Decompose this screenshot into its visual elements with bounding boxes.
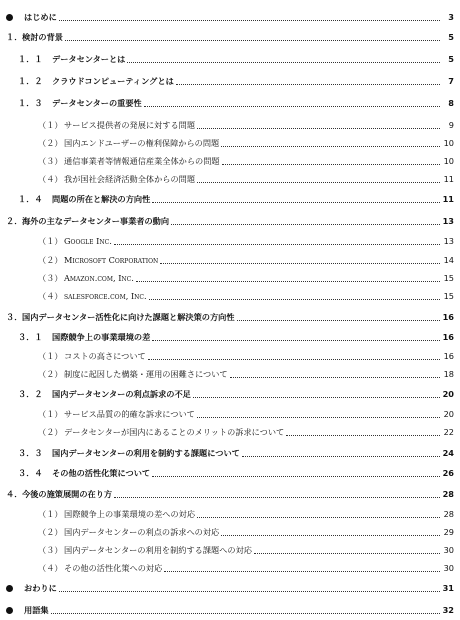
toc-entry-number: １．２: [18, 76, 43, 86]
toc-entry-page-number: 11: [442, 194, 454, 204]
toc-entry-title: データセンターが国内にあることのメリットの訴求について: [64, 427, 285, 437]
bullet-icon: [6, 585, 13, 592]
dot-leader: [254, 553, 440, 554]
toc-entry-title: コストの高さについて: [64, 351, 146, 361]
toc-entry-title: 我が国社会経済活動全体からの問題: [64, 174, 196, 184]
toc-entry-page-number: 15: [443, 273, 454, 283]
toc-entry-title: その他の活性化策について: [52, 468, 151, 478]
toc-entry-title: Google Inc.: [64, 236, 112, 246]
toc-entry-title: 国際競争上の事業環境の差への対応: [64, 509, 196, 519]
dot-leader: [114, 244, 440, 245]
toc-entry-page-number: 15: [443, 291, 454, 301]
bullet-icon: [6, 607, 13, 614]
toc-entry-number: （２）: [38, 369, 63, 379]
toc-entry[interactable]: [0, 214, 460, 228]
toc-entry-title: 今後の施策展開の在り方: [22, 489, 113, 499]
toc-entry-number: １．４: [18, 194, 43, 204]
toc-entry[interactable]: [0, 603, 460, 617]
toc-entry-page-number: 18: [443, 369, 454, 379]
toc-entry-page-number: 14: [443, 255, 454, 265]
toc-entry-title: 国内データセンター活性化に向けた課題と解決策の方向性: [22, 312, 235, 322]
toc-entry-page-number: 20: [442, 389, 454, 399]
toc-entry-page-number: 5: [448, 32, 454, 42]
toc-entry-page-number: 13: [442, 216, 454, 226]
toc-entry-title: クラウドコンピューティングとは: [52, 76, 174, 86]
toc-entry[interactable]: [0, 118, 460, 132]
toc-entry-page-number: 22: [443, 427, 454, 437]
toc-entry-page-number: 16: [443, 351, 454, 361]
toc-entry-title: 海外の主なデータセンター事業者の動向: [22, 216, 170, 226]
toc-entry-page-number: 10: [443, 156, 454, 166]
toc-entry-title: Amazon.com, Inc.: [64, 273, 134, 283]
toc-entry-title: 国内データセンターの利点の訴求への対応: [64, 527, 220, 537]
toc-entry-title: 国内エンドユーザーの権利保障からの問題: [64, 138, 220, 148]
dot-leader: [65, 40, 440, 41]
toc-entry-number: （１）: [38, 509, 63, 519]
toc-entry-title: その他の活性化策への対応: [64, 563, 163, 573]
dot-leader: [51, 613, 440, 614]
toc-entry-number: （１）: [38, 409, 63, 419]
dot-leader: [193, 397, 440, 398]
toc-entry[interactable]: [0, 507, 460, 521]
dot-leader: [149, 299, 440, 300]
toc-entry-title: はじめに: [24, 12, 57, 22]
toc-entry[interactable]: [0, 234, 460, 248]
toc-entry-title: 国内データセンターの利用を制約する課題について: [52, 448, 240, 458]
toc-entry-title: 用語集: [24, 605, 49, 615]
toc-entry[interactable]: [0, 253, 460, 267]
toc-entry[interactable]: [0, 136, 460, 150]
dot-leader: [197, 417, 440, 418]
dot-leader: [230, 377, 440, 378]
toc-entry[interactable]: [0, 581, 460, 595]
toc-entry-page-number: 32: [442, 605, 454, 615]
dot-leader: [171, 224, 440, 225]
toc-entry-page-number: 29: [443, 527, 454, 537]
toc-entry-number: ３．１: [18, 332, 43, 342]
toc-entry[interactable]: [0, 387, 460, 401]
toc-entry-number: （１）: [38, 120, 63, 130]
toc-entry[interactable]: [0, 154, 460, 168]
toc-entry-page-number: 16: [442, 332, 454, 342]
dot-leader: [221, 146, 440, 147]
toc-entry[interactable]: [0, 271, 460, 285]
dot-leader: [197, 128, 440, 129]
dot-leader: [59, 20, 440, 21]
toc-entry[interactable]: [0, 74, 460, 88]
dot-leader: [164, 571, 440, 572]
toc-entry-title: データセンターの重要性: [52, 98, 142, 108]
dot-leader: [222, 164, 440, 165]
toc-entry-page-number: 7: [448, 76, 454, 86]
dot-leader: [114, 497, 440, 498]
toc-entry-title: おわりに: [24, 583, 57, 593]
dot-leader: [152, 476, 440, 477]
toc-entry-page-number: 30: [443, 563, 454, 573]
dot-leader: [127, 62, 440, 63]
toc-entry[interactable]: [0, 561, 460, 575]
toc-entry-number: （３）: [38, 273, 63, 283]
toc-entry[interactable]: [0, 52, 460, 66]
toc-entry[interactable]: [0, 425, 460, 439]
toc-entry[interactable]: [0, 192, 460, 206]
toc-entry-number: （１）: [38, 351, 63, 361]
toc-entry-number: １．３: [18, 98, 43, 108]
toc-entry[interactable]: [0, 407, 460, 421]
toc-entry-number: １．: [6, 32, 23, 42]
toc-entry-page-number: 13: [443, 236, 454, 246]
toc-entry-number: （２）: [38, 527, 63, 537]
dot-leader: [197, 182, 440, 183]
toc-entry-number: （１）: [38, 236, 63, 246]
toc-entry[interactable]: [0, 172, 460, 186]
bullet-icon: [6, 14, 13, 21]
toc-entry[interactable]: [0, 310, 460, 324]
dot-leader: [221, 535, 440, 536]
toc-entry-number: ３．２: [18, 389, 43, 399]
toc-entry-number: （３）: [38, 545, 63, 555]
toc-entry[interactable]: [0, 525, 460, 539]
toc-entry-number: ２．: [6, 216, 23, 226]
dot-leader: [197, 517, 440, 518]
toc-entry-number: １．１: [18, 54, 43, 64]
toc-entry-page-number: 28: [442, 489, 454, 499]
dot-leader: [59, 591, 440, 592]
toc-entry-page-number: 26: [442, 468, 454, 478]
toc-entry[interactable]: [0, 330, 460, 344]
toc-entry[interactable]: [0, 30, 460, 44]
toc-entry-title: 通信事業者等情報通信産業全体からの問題: [64, 156, 220, 166]
dot-leader: [242, 456, 440, 457]
toc-entry-title: Microsoft Corporation: [64, 255, 159, 265]
toc-entry-number: ３．４: [18, 468, 43, 478]
toc-entry[interactable]: [0, 446, 460, 460]
toc-entry[interactable]: [0, 96, 460, 110]
toc-entry-title: サービス品質の的確な訴求について: [64, 409, 195, 419]
toc-entry-title: データセンターとは: [52, 54, 126, 64]
toc-entry-page-number: 28: [443, 509, 454, 519]
toc-entry-title: サービス提供者の発展に対する問題: [64, 120, 196, 130]
toc-entry-title: 問題の所在と解決の方向性: [52, 194, 151, 204]
dot-leader: [152, 340, 440, 341]
dot-leader: [176, 84, 440, 85]
toc-entry[interactable]: [0, 367, 460, 381]
toc-entry-title: 国内データセンターの利点訴求の不足: [52, 389, 191, 399]
toc-entry-page-number: 5: [448, 54, 454, 64]
toc-entry-number: （４）: [38, 563, 63, 573]
toc-entry-number: ３．: [6, 312, 23, 322]
toc-entry-number: ４．: [6, 489, 23, 499]
toc-entry[interactable]: [0, 289, 460, 303]
toc-entry-page-number: 24: [442, 448, 454, 458]
dot-leader: [286, 435, 440, 436]
toc-entry-title: 検討の背景: [22, 32, 63, 42]
toc-entry-page-number: 20: [443, 409, 454, 419]
toc-entry-page-number: 8: [448, 98, 454, 108]
toc-entry-page-number: 16: [442, 312, 454, 322]
toc-entry-number: ３．３: [18, 448, 43, 458]
toc-entry-page-number: 11: [443, 174, 454, 184]
toc-entry-number: （４）: [38, 291, 63, 301]
dot-leader: [144, 106, 440, 107]
toc-entry-page-number: 3: [448, 12, 454, 22]
toc-entry-title: salesforce.com, Inc.: [64, 291, 147, 301]
dot-leader: [148, 359, 440, 360]
dot-leader: [237, 320, 440, 321]
dot-leader: [152, 202, 440, 203]
toc-entry-number: （２）: [38, 255, 63, 265]
toc-entry-title: 国際競争上の事業環境の差: [52, 332, 151, 342]
toc-entry-number: （２）: [38, 427, 63, 437]
toc-entry-page-number: 10: [443, 138, 454, 148]
dot-leader: [160, 263, 440, 264]
toc-entry-page-number: 30: [443, 545, 454, 555]
dot-leader: [136, 281, 440, 282]
toc-entry[interactable]: [0, 543, 460, 557]
toc-entry-number: （３）: [38, 156, 63, 166]
toc-entry-page-number: 31: [442, 583, 454, 593]
toc-entry-page-number: 9: [448, 120, 454, 130]
toc-entry[interactable]: [0, 466, 460, 480]
toc-entry-title: 制度に起因した構築・運用の困難さについて: [64, 369, 228, 379]
toc-entry-title: 国内データセンターの利用を制約する課題への対応: [64, 545, 252, 555]
toc-entry-number: （４）: [38, 174, 63, 184]
toc-entry[interactable]: [0, 10, 460, 24]
toc-entry-number: （２）: [38, 138, 63, 148]
toc-entry[interactable]: [0, 487, 460, 501]
toc-entry[interactable]: [0, 349, 460, 363]
